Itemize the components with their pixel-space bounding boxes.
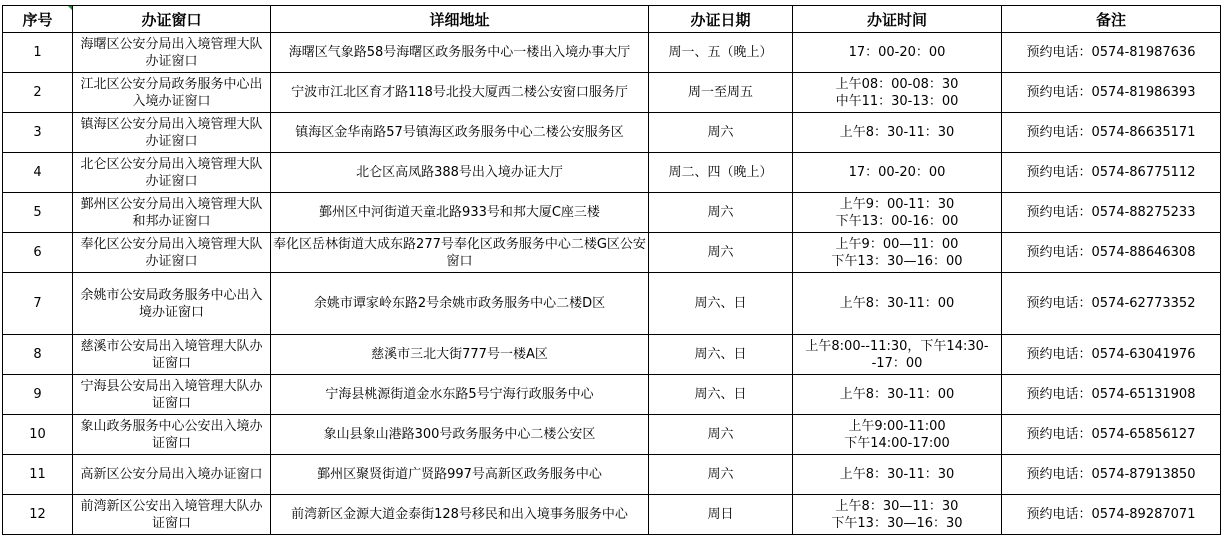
cell-seq: 11 <box>3 455 73 495</box>
table-row <box>3 233 1221 273</box>
cell-address: 奉化区岳林街道大成东路277号奉化区政务服务中心二楼G区公安窗口 <box>271 233 649 273</box>
cell-remark: 预约电话：0574-88646308 <box>1002 233 1221 273</box>
cell-remark: 预约电话：0574-87913850 <box>1002 455 1221 495</box>
cell-address: 鄞州区中河街道天童北路933号和邦大厦C座三楼 <box>271 193 649 233</box>
cell-address: 慈溪市三北大街777号一楼A区 <box>271 335 649 375</box>
cell-time: 上午9：00—11：00 下午13：30—16：00 <box>793 233 1002 273</box>
cell-date: 周六 <box>649 193 793 233</box>
cell-time: 上午8：30—11：30 下午13：30—16：30 <box>793 495 1002 535</box>
cell-seq: 5 <box>3 193 73 233</box>
cell-remark: 预约电话：0574-81987636 <box>1002 33 1221 73</box>
cell-remark: 预约电话：0574-86635171 <box>1002 113 1221 153</box>
table-row <box>3 273 1221 335</box>
cell-date: 周六 <box>649 415 793 455</box>
cell-window: 北仑区公安分局出入境管理大队办证窗口 <box>73 153 271 193</box>
table-row <box>3 335 1221 375</box>
table-row <box>3 415 1221 455</box>
cell-window: 前湾新区公安出入境管理大队办证窗口 <box>73 495 271 535</box>
cell-window: 余姚市公安局政务服务中心出入境办证窗口 <box>73 273 271 335</box>
cell-window: 慈溪市公安局出入境管理大队办证窗口 <box>73 335 271 375</box>
cell-seq: 7 <box>3 273 73 335</box>
header-time: 办证时间 <box>793 6 1002 33</box>
cell-window: 镇海区公安分局出入境管理大队办证窗口 <box>73 113 271 153</box>
cell-date: 周日 <box>649 495 793 535</box>
cell-seq: 8 <box>3 335 73 375</box>
cell-date: 周一至周五 <box>649 73 793 113</box>
cell-window: 江北区公安分局政务服务中心出入境办证窗口 <box>73 73 271 113</box>
header-seq: 序号 <box>3 6 73 33</box>
cell-remark: 预约电话：0574-65131908 <box>1002 375 1221 415</box>
cell-seq: 3 <box>3 113 73 153</box>
cell-date: 周一、五（晚上） <box>649 33 793 73</box>
cell-address: 鄞州区聚贤街道广贤路997号高新区政务服务中心 <box>271 455 649 495</box>
table-row <box>3 455 1221 495</box>
cell-date: 周六 <box>649 455 793 495</box>
cell-remark: 预约电话：0574-88275233 <box>1002 193 1221 233</box>
cell-address: 宁波市江北区育才路118号北投大厦西二楼公安窗口服务厅 <box>271 73 649 113</box>
cell-date: 周六 <box>649 233 793 273</box>
cell-address: 余姚市谭家岭东路2号余姚市政务服务中心二楼D区 <box>271 273 649 335</box>
cell-date: 周六、日 <box>649 335 793 375</box>
table-row <box>3 73 1221 113</box>
cell-address: 宁海县桃源街道金水东路5号宁海行政服务中心 <box>271 375 649 415</box>
cell-seq: 4 <box>3 153 73 193</box>
cell-seq: 1 <box>3 33 73 73</box>
cell-address: 北仑区高凤路388号出入境办证大厅 <box>271 153 649 193</box>
cell-time: 上午8：30-11：30 <box>793 113 1002 153</box>
cell-seq: 10 <box>3 415 73 455</box>
cell-date: 周六、日 <box>649 375 793 415</box>
cell-time: 上午8：30-11：00 <box>793 273 1002 335</box>
cell-time: 上午9:00-11:00 下午14:00-17:00 <box>793 415 1002 455</box>
cell-window: 鄞州区公安分局出入境管理大队和邦办证窗口 <box>73 193 271 233</box>
cell-window: 象山政务服务中心公安出入境办证窗口 <box>73 415 271 455</box>
header-address: 详细地址 <box>271 6 649 33</box>
cell-date: 周二、四（晚上） <box>649 153 793 193</box>
table-row <box>3 375 1221 415</box>
cell-seq: 12 <box>3 495 73 535</box>
cell-window: 海曙区公安分局出入境管理大队办证窗口 <box>73 33 271 73</box>
table-row <box>3 113 1221 153</box>
cell-remark: 预约电话：0574-63041976 <box>1002 335 1221 375</box>
cell-time: 上午08：00-08：30 中午11：30-13：00 <box>793 73 1002 113</box>
cell-address: 象山县象山港路300号政务服务中心二楼公安区 <box>271 415 649 455</box>
cell-remark: 预约电话：0574-86775112 <box>1002 153 1221 193</box>
cell-time: 上午8：30-11：00 <box>793 375 1002 415</box>
cell-time: 上午8：30-11：30 <box>793 455 1002 495</box>
table-row <box>3 193 1221 233</box>
header-date: 办证日期 <box>649 6 793 33</box>
cell-remark: 预约电话：0574-65856127 <box>1002 415 1221 455</box>
cell-address: 海曙区气象路58号海曙区政务服务中心一楼出入境办事大厅 <box>271 33 649 73</box>
cell-seq: 9 <box>3 375 73 415</box>
cell-date: 周六、日 <box>649 273 793 335</box>
table-row <box>3 153 1221 193</box>
cell-window: 宁海县公安局出入境管理大队办证窗口 <box>73 375 271 415</box>
header-remark: 备注 <box>1002 6 1221 33</box>
cell-seq: 2 <box>3 73 73 113</box>
cell-window: 高新区公安分局出入境办证窗口 <box>73 455 271 495</box>
cell-time: 上午9：00-11：30 下午13：00-16：00 <box>793 193 1002 233</box>
cell-address: 前湾新区金源大道金泰街128号移民和出入境事务服务中心 <box>271 495 649 535</box>
office-table <box>2 5 1221 535</box>
cell-seq: 6 <box>3 233 73 273</box>
header-row <box>3 6 1221 33</box>
header-window: 办证窗口 <box>73 6 271 33</box>
cell-date: 周六 <box>649 113 793 153</box>
cell-window: 奉化区公安分局出入境管理大队办证窗口 <box>73 233 271 273</box>
cell-address: 镇海区金华南路57号镇海区政务服务中心二楼公安服务区 <box>271 113 649 153</box>
cell-remark: 预约电话：0574-89287071 <box>1002 495 1221 535</box>
cell-remark: 预约电话：0574-81986393 <box>1002 73 1221 113</box>
cell-remark: 预约电话：0574-62773352 <box>1002 273 1221 335</box>
cell-time: 17：00-20：00 <box>793 153 1002 193</box>
cell-time: 上午8:00--11:30，下午14:30--17：00 <box>793 335 1002 375</box>
table-row <box>3 33 1221 73</box>
cell-time: 17：00-20：00 <box>793 33 1002 73</box>
table-row <box>3 495 1221 535</box>
